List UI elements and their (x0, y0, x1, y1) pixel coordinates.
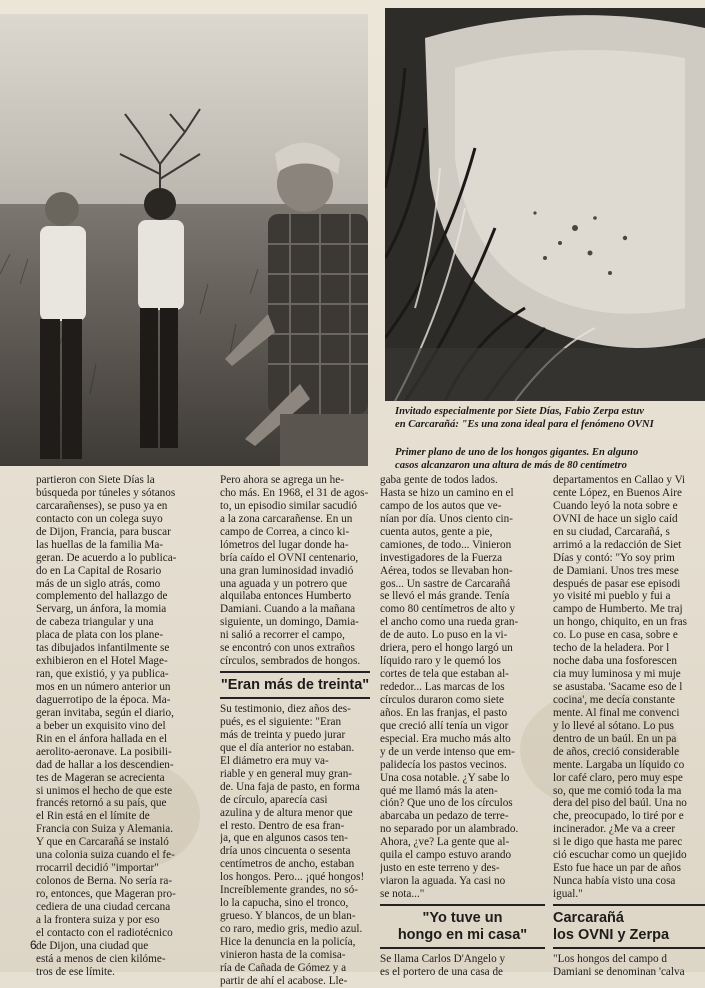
text-line: cuenta autos, gente a pie, (380, 525, 493, 538)
text-line: si unimos el hecho de que este (36, 784, 173, 797)
text-line: Esto fue hace un par de años (553, 862, 681, 875)
text-line: rededor... Las marcas de los (380, 681, 505, 693)
article-column-1 (36, 474, 216, 979)
text-line: se nota..." (380, 888, 425, 900)
text-line: aerolito-aeronave. La posibili- (36, 745, 172, 758)
text-line: el contacto con el radiotécnico (36, 926, 173, 939)
text-line: más de treinta y puedo jurar (220, 728, 346, 741)
text-line: departamentos en Callao y Vi (553, 474, 686, 486)
text-line: grueso. Y blancos, de un blan- (220, 910, 356, 923)
text-line: co raro, medio gris, medio azul. (220, 923, 363, 935)
text-line: camiones, de todo... Vinieron (380, 538, 512, 551)
text-line: mos en un número anterior un (36, 681, 171, 693)
text-line: los hongos. Pero... ¡qué hongos! (220, 871, 365, 884)
text-line: Damiani se denominan 'calva (553, 965, 685, 978)
subheading-yo-tuve-un-hongo (380, 904, 545, 949)
text-line: arrimó a la redacción de Siet (553, 538, 682, 551)
text-line: cortes de tela que estaban al- (380, 668, 509, 681)
text-line: tes de Mageran se acrecienta (36, 771, 165, 784)
text-line: techo de la heladera. Por l (553, 642, 670, 655)
mushroom-photo-image (385, 8, 705, 401)
text-line: ría de Cañada de Gómez y a (220, 961, 347, 974)
text-line: campo de Humberto. Me traj (553, 603, 683, 616)
text-line: lo la capucha, sino el tronco, (220, 897, 349, 910)
text-line: driera, pero el hongo largó un (380, 642, 513, 655)
text-line: de círculo, aparecía casi (220, 793, 328, 806)
text-line: siguiente, un domingo, Damia- (220, 616, 359, 629)
text-line: contacto con un colega suyo (36, 512, 163, 525)
text-line: quila el campo estuvo arando (380, 849, 512, 862)
text-line: qué me llamó más la aten- (380, 784, 498, 797)
text-line: de Dijon, Francia, para buscar (36, 525, 171, 538)
text-line: vinieron hasta de la comisa- (220, 948, 346, 961)
subheading-text: los OVNI y Zerpa (553, 926, 670, 943)
text-line: cente López, en Buenos Aire (553, 486, 682, 499)
text-line: líquido raro y le quemó los (380, 655, 501, 668)
text-line: geran invitaba, según el diario, (36, 706, 174, 719)
text-line: alquilaba entonces Humberto (220, 590, 352, 603)
text-line: francés retornó a su país, que (36, 797, 167, 810)
caption-line: Invitado especialmente por Siete Días, Fabio Zerpa estuv (395, 406, 644, 417)
text-line: de años, creció considerable (553, 745, 680, 758)
text-line: exhibieron en el Hotel Mage- (36, 655, 168, 668)
text-line: noche daba una fosforescen (553, 655, 677, 668)
text-line: el ancho como una rueda gran- (380, 616, 519, 629)
text-line: un hongo, chiquito, en un fras (553, 616, 687, 629)
text-line: lómetros del lugar donde ha- (220, 538, 349, 551)
text-line: Días y contó: "Yo soy prim (553, 551, 675, 564)
text-line: OVNI de hace un siglo caíd (553, 512, 678, 525)
field-photo (0, 14, 368, 466)
text-line: y lo llevé al sótano. Lo pus (553, 719, 674, 732)
caption-line: casos alcanzaron una altura de más de 80 centímetro (395, 460, 627, 471)
text-line: Y que en Carcarañá se instaló (36, 836, 169, 849)
text-line: bría caído el OVNI centenario, (220, 551, 359, 564)
text-line: daguerrotipo de la época. Ma- (36, 693, 171, 706)
text-line: El diámetro era muy va- (220, 754, 329, 767)
text-line: a la frontera suiza y por eso (36, 913, 160, 926)
text-line: Se llama Carlos D'Angelo y (380, 952, 506, 965)
text-line: abarcaba un pedazo de terre- (380, 810, 509, 823)
text-line: una aguada y un potrero que (220, 577, 348, 590)
text-line: el Rin está en el límite de (36, 810, 150, 823)
text-line: las huellas de la familia Ma- (36, 538, 164, 551)
caption-line: en Carcarañá: "Es una zona ideal para el fenómeno OVNI (395, 419, 654, 430)
article-column-2 (220, 474, 370, 988)
photo-caption-mushroom (395, 446, 705, 472)
text-line: rrocarril decidió "importar" (36, 862, 159, 875)
text-line: Hasta se hizo un camino en el (380, 486, 514, 499)
text-line: Hice la denuncia en la policía, (220, 935, 356, 948)
text-line: incinerador. ¿Me va a creer (553, 823, 676, 836)
text-line: especial. Era mucho más alto (380, 732, 511, 745)
text-line: ción? Que uno de los círculos (380, 797, 513, 810)
text-line: gos... Un sastre de Carcarañá (380, 577, 511, 590)
text-line: yo visité mi pueblo y fui a (553, 590, 671, 603)
text-line: to, un episodio similar sacudió (220, 499, 358, 512)
text-line: de Dijon, una ciudad que (36, 939, 149, 952)
text-line: partieron con Siete Días la (36, 474, 155, 486)
text-line: cho más. En 1968, el 31 de agos- (220, 486, 369, 499)
text-line: más de un siglo atrás, como (36, 577, 161, 590)
text-line: dera del piso del baúl. Una no (553, 797, 687, 810)
text-line: después de pasar ese episodi (553, 577, 681, 590)
text-line: se asustaba. 'Sacame eso de l (553, 681, 683, 693)
text-line: ja, que en algunos casos ten- (220, 832, 348, 845)
text-line: cediera de una ciudad cercana (36, 900, 171, 913)
text-line: ran, que existió, y ya publica- (36, 668, 169, 681)
text-line: Nunca había visto una cosa (553, 875, 676, 888)
text-line: Rin en el ánfora hallada en el (36, 732, 168, 745)
text-line: ro, entonces, que Mageran pro- (36, 888, 176, 900)
text-line: Francia con Suiza y Alemania. (36, 823, 174, 836)
text-line: nían por día. Unos ciento cin- (380, 512, 513, 525)
text-line: co. Lo puse en casa, sobre e (553, 629, 678, 642)
text-line: Cuando leyó la nota sobre e (553, 499, 678, 512)
text-line: el resto. Dentro de esa fran- (220, 819, 345, 832)
text-line: a beber un exquisito vino del (36, 719, 166, 732)
text-line: mente. Al final me convenci (553, 706, 680, 719)
text-line: tros de ese límite. (36, 965, 115, 978)
caption-line: Primer plano de uno de los hongos gigantes. En alguno (395, 447, 639, 458)
subheading-text: Carcarañá (553, 909, 624, 926)
text-line: Una cosa notable. ¿Y sabe lo (380, 771, 510, 784)
text-line: so, que me comió toda la ma (553, 784, 682, 797)
text-line: de de auto. Lo puso en la vi- (380, 629, 508, 642)
text-line: círculos, sembrados de hongos. (220, 655, 361, 668)
text-line: que el día anterior no estaban. (220, 741, 355, 754)
text-line: una colonia suiza cuando el fe- (36, 849, 175, 862)
text-line: Ahora, ¿ve? La gente que al- (380, 836, 510, 849)
text-line: si le digo que hasta me parec (553, 836, 683, 849)
text-line: igual." (553, 888, 583, 900)
mushroom-photo (385, 8, 705, 401)
text-line: Aérea, todos se llevaban hon- (380, 564, 513, 577)
text-line: partir de ahí el acabose. Lle- (220, 974, 348, 987)
text-line: azulina y de altura menor que (220, 806, 353, 819)
subheading-eran-mas-de-treinta (220, 671, 370, 699)
text-line: "Los hongos del campo d (553, 952, 667, 965)
subheading-text: "Yo tuve un (422, 909, 503, 926)
text-line: está a menos de cien kilóme- (36, 952, 166, 965)
text-line: riable y en general muy gran- (220, 767, 353, 780)
text-line: dría unos cincuenta o sesenta (220, 845, 351, 858)
text-line: do en La Capital de Rosario (36, 564, 162, 577)
subheading-carcarana-ovni-zerpa (553, 904, 705, 949)
text-line: campo de los autos que ve- (380, 499, 502, 512)
text-line: mente. Largaba un líquido co (553, 758, 685, 771)
text-line: carcarañenses), se puso ya en (36, 499, 168, 512)
text-line: ni salió a recorrer el campo, (220, 629, 345, 642)
text-line: Increíblemente grandes, no só- (220, 884, 358, 897)
text-line: años. En las franjas, el pasto (380, 706, 508, 719)
text-line: en su ciudad, Carcarañá, s (553, 525, 670, 538)
text-line: Damiani. Cuando a la mañana (220, 603, 356, 616)
text-line: viaron la aguada. Ya casi no (380, 875, 506, 888)
text-line: tas dibujados infantilmente se (36, 642, 170, 655)
article-column-3 (380, 474, 545, 979)
text-line: Servarg, un ánfora, la momia (36, 603, 167, 616)
text-line: de Damiani. Unos tres mese (553, 564, 679, 577)
text-line: cocina', me decía constante (553, 693, 675, 706)
subheading-text: hongo en mi casa" (397, 926, 528, 943)
text-line: a la zona carcarañense. En un (220, 512, 353, 525)
text-line: centímetros de ancho, estaban (220, 858, 355, 871)
text-line: círculos duraron como siete (380, 693, 504, 706)
text-line: lor café claro, pero muy espe (553, 771, 683, 784)
text-line: búsqueda por túneles y sótanos (36, 486, 176, 499)
photo-caption-zerpa (395, 405, 705, 431)
text-line: placa de plata con los plane- (36, 629, 164, 642)
text-line: campo de Correa, a cinco ki- (220, 525, 350, 538)
page-number: 6 (30, 938, 37, 952)
text-line: Pero ahora se agrega un he- (220, 474, 344, 486)
text-line: de cabeza triangular y una (36, 616, 154, 629)
article-column-4 (553, 474, 705, 979)
text-line: Su testimonio, diez años des- (220, 703, 351, 716)
text-line: investigadores de la Fuerza (380, 551, 503, 564)
text-line: gaba gente de todos lados. (380, 474, 498, 486)
text-line: pués, es el siguiente: "Eran (220, 716, 342, 728)
text-line: y de un verde intenso que em- (380, 745, 515, 758)
text-line: dentro de un baúl. En un pa (553, 732, 677, 745)
text-line: palidecía los pastos vecinos. (380, 758, 507, 771)
text-line: de. Una faja de pasto, en forma (220, 780, 360, 793)
text-line: una gran luminosidad invadió (220, 564, 354, 577)
text-line: ció escuchar como un quejido (553, 849, 687, 862)
text-line: se encontró con unos extraños (220, 642, 355, 655)
text-line: geran. De acuerdo a lo publica- (36, 551, 177, 564)
subheading-text: "Eran más de treinta" (220, 677, 370, 694)
text-line: colonos de Berna. No sería ra- (36, 875, 173, 888)
text-line: que creció allí tenía un vigor (380, 719, 509, 732)
text-line: complemento del hallazgo de (36, 590, 168, 603)
text-line: es el portero de una casa de (380, 965, 504, 978)
text-line: justo en este terreno y des- (380, 862, 500, 875)
field-photo-image (0, 14, 368, 466)
text-line: como 80 centímetros de alto y (380, 603, 516, 616)
text-line: dad de hallar a los descendien- (36, 758, 174, 771)
text-line: che, preocupado, lo tiré por e (553, 810, 684, 823)
text-line: no separado por un alambrado. (380, 823, 519, 836)
text-line: se llevó el más grande. Tenía (380, 590, 510, 603)
text-line: cia muy luminosa y mi muje (553, 668, 681, 681)
